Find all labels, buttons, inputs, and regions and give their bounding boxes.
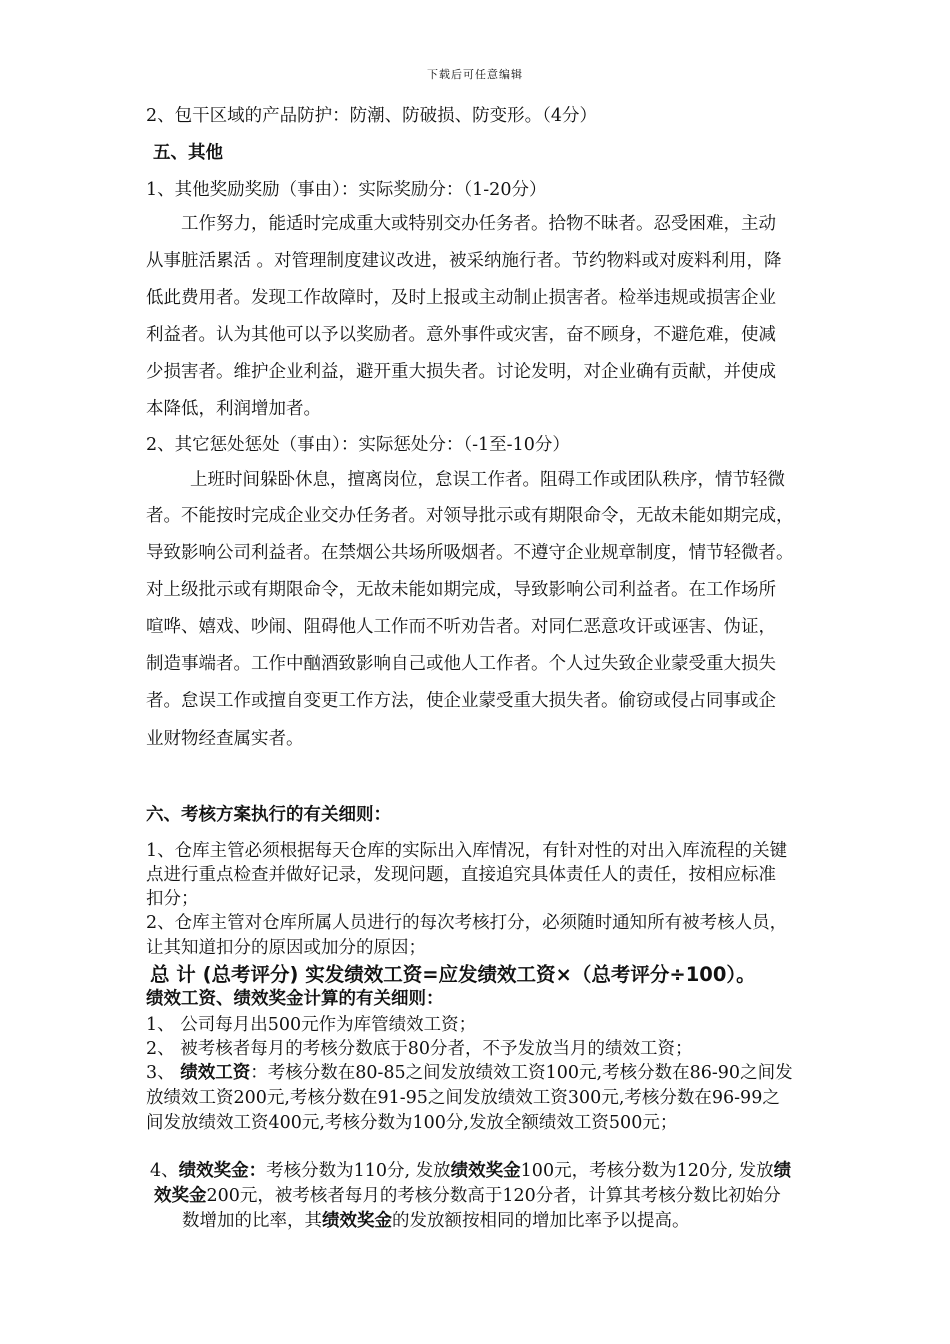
text-line	[154, 1188, 781, 1206]
bold-term: 绩	[773, 1161, 792, 1181]
text-run: 4、	[150, 1161, 179, 1181]
bold-term: 绩效工资	[180, 1063, 251, 1083]
text-line: 本降低，利润增加者。	[146, 399, 321, 419]
text-line: 扣分；	[146, 889, 199, 909]
total-formula: 总 计 (总考评分) 实发绩效工资=应发绩效工资×（总考评分÷100）。	[150, 963, 756, 986]
section-heading-6: 六、考核方案执行的有关细则：	[146, 805, 391, 825]
text-line: 对上级批示或有期限命令，无故未能如期完成，导致影响公司利益者。在工作场所	[146, 580, 776, 600]
text-line-rule-4	[150, 1163, 791, 1181]
bold-term: 绩效奖金	[322, 1211, 392, 1231]
text-line: 制造事端者。工作中酗酒致影响自己或他人工作者。个人过失致企业蒙受重大损失	[146, 654, 776, 674]
section-heading-5: 五、其他	[153, 143, 223, 163]
text-line	[182, 1213, 690, 1231]
text-line: 2、仓库主管对仓库所属人员进行的每次考核打分，必须随时通知所有被考核人员，	[146, 913, 788, 933]
bold-term: 绩效奖金：	[178, 1161, 267, 1181]
page-header-note: 下载后可任意编辑	[427, 68, 523, 81]
text-line: 者。怠误工作或擅自变更工作方法，使企业蒙受重大损失者。偷窃或侵占同事或企	[146, 691, 776, 711]
text-line: 1、 公司每月出500元作为库管绩效工资；	[146, 1015, 477, 1035]
text-line: 间发放绩效工资400元,考核分数为100分,发放全额绩效工资500元；	[146, 1113, 678, 1133]
text-run: 的发放额按相同的增加比率予以提高。	[392, 1211, 690, 1231]
text-line: 喧哗、嬉戏、吵闹、阻碍他人工作而不听劝告者。对同仁恶意攻讦或诬害、伪证，	[146, 617, 776, 637]
text-line: 1、其他奖励奖励（事由）：实际奖励分：（1-20分）	[146, 180, 547, 200]
text-run: 考核分数为110分, 发放	[266, 1161, 451, 1181]
text-line: 利益者。认为其他可以予以奖励者。意外事件或灾害，奋不顾身，不避危难，使减	[146, 325, 776, 345]
text-line: 1、仓库主管必须根据每天仓库的实际出入库情况，有针对性的对出入库流程的关键	[146, 841, 788, 861]
text-line: 2、 被考核者每月的考核分数底于80分者，不予发放当月的绩效工资；	[146, 1039, 693, 1059]
text-line: 让其知道扣分的原因或加分的原因；	[146, 938, 426, 958]
text-line: 从事脏活累活 。对管理制度建议改进，被采纳施行者。节约物料或对废料利用，降	[146, 251, 782, 271]
text-run: 200元，被考核者每月的考核分数高于120分者，计算其考核分数比初始分	[206, 1186, 781, 1206]
text-line: 低此费用者。发现工作故障时，及时上报或主动制止损害者。检举违规或损害企业	[146, 288, 776, 308]
text-run: ：考核分数在80-85之间发放绩效工资100元,考核分数在86-90之间发	[250, 1063, 793, 1083]
text-line: 上班时间躲卧休息，擅离岗位，怠误工作者。阻碍工作或团队秩序，情节轻微	[190, 470, 785, 490]
text-line: 工作努力，能适时完成重大或特别交办任务者。拾物不昧者。忍受困难，主动	[181, 214, 776, 234]
text-line: 少损害者。维护企业利益，避开重大损失者。讨论发明，对企业确有贡献，并使成	[146, 362, 776, 382]
subheading-calc-rules: 绩效工资、绩效奖金计算的有关细则：	[146, 989, 444, 1009]
text-run: 100元，考核分数为120分, 发放	[520, 1161, 774, 1181]
text-line: 者。不能按时完成企业交办任务者。对领导批示或有期限命令，无故未能如期完成，	[146, 506, 794, 526]
text-line-rule-3	[146, 1065, 793, 1083]
text-line: 导致影响公司利益者。在禁烟公共场所吸烟者。不遵守企业规章制度，情节轻微者。	[146, 543, 794, 563]
text-line: 2、包干区域的产品防护：防潮、防破损、防变形。（4分）	[146, 106, 598, 126]
text-line: 点进行重点检查并做好记录，发现问题，直接追究具体责任人的责任，按相应标准	[146, 865, 776, 885]
bold-term: 效奖金	[154, 1186, 207, 1206]
text-line: 放绩效工资200元,考核分数在91-95之间发放绩效工资300元,考核分数在96-99之	[146, 1088, 780, 1108]
text-line: 2、其它惩处惩处（事由）：实际惩处分：（-1至-10分）	[146, 435, 570, 455]
text-line: 业财物经查属实者。	[146, 729, 304, 749]
bold-term: 绩效奖金	[450, 1161, 521, 1181]
text-run: 数增加的比率，其	[182, 1211, 322, 1231]
text-run: 3、	[146, 1063, 181, 1083]
